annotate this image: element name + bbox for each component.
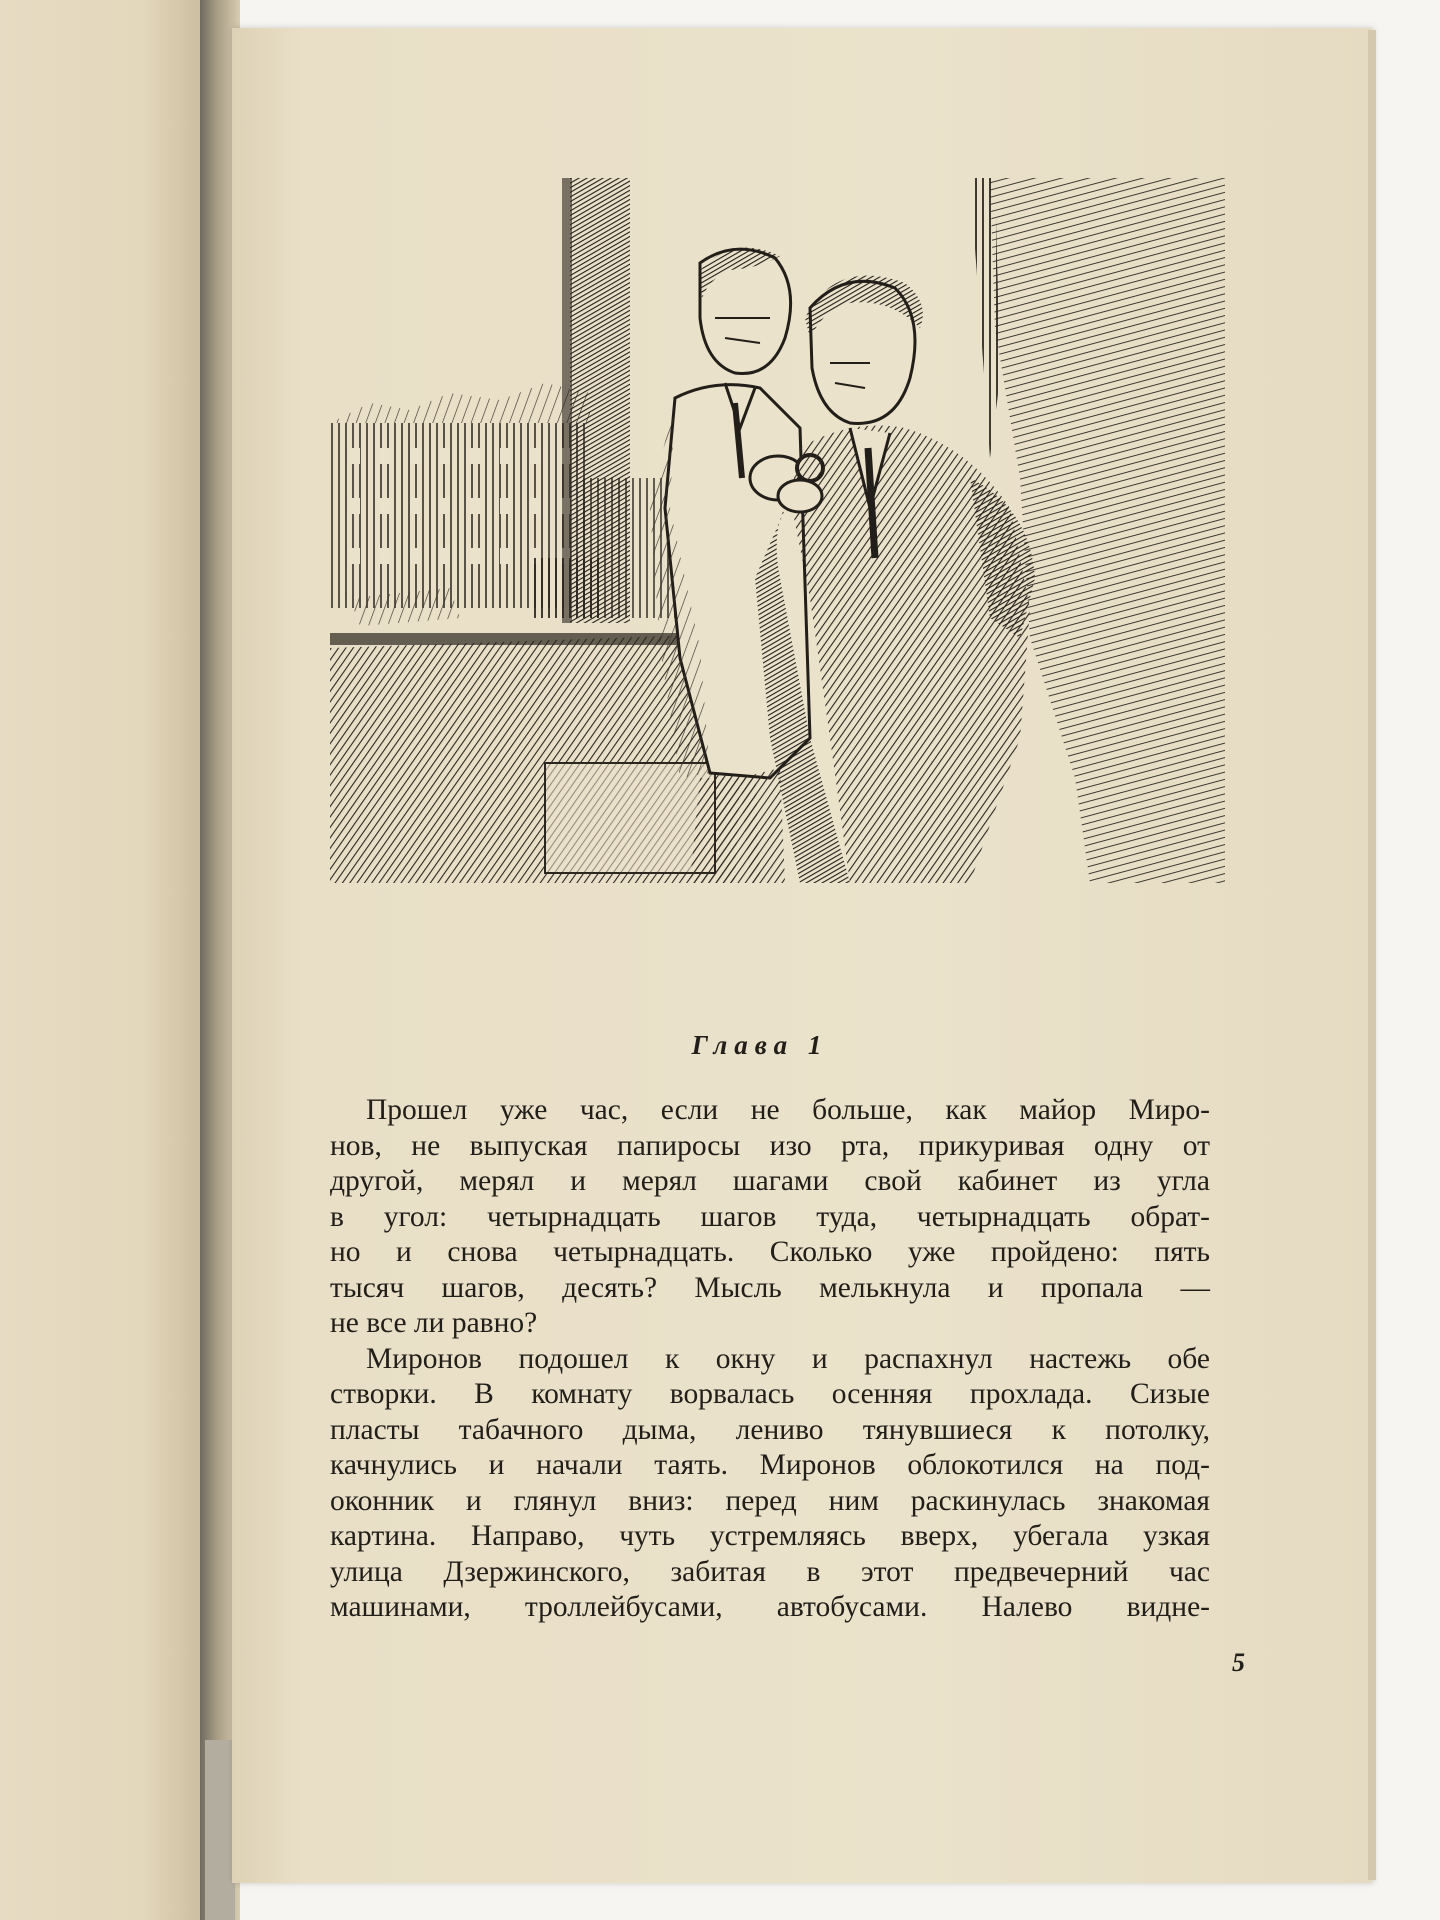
text-line: другой, мерял и мерял шагами свой кабинет из угла [330, 1165, 1210, 1197]
text-line: качнулись и начали таять. Миронов облокотился на под- [330, 1449, 1210, 1481]
text-line: улица Дзержинского, забитая в этот предвечерний час [330, 1555, 1210, 1588]
text-line: оконник и глянул вниз: перед ним раскинулась знакомая [330, 1484, 1210, 1517]
text-line: створки. В комнату ворвалась осенняя прохлада. Сизые [330, 1378, 1210, 1410]
text-line: пласты табачного дыма, лениво тянувшиеся к потолку, [330, 1413, 1210, 1446]
chapter-body-text [330, 1093, 1210, 1626]
window-post [570, 178, 630, 623]
text-line: машинами, троллейбусами, автобусами. Налево видне- [330, 1591, 1210, 1623]
page-edge [1368, 30, 1376, 1880]
text-line: но и снова четырнадцать. Сколько уже пройдено: пять [330, 1236, 1210, 1268]
text-line: нов, не выпуская папиросы изо рта, прикуривая одну от [330, 1129, 1210, 1162]
text-line: тысяч шагов, десять? Мысль мелькнула и пропала — [330, 1271, 1210, 1304]
text-line: не все ли равно? [330, 1307, 538, 1339]
book-spine [205, 1740, 235, 1920]
page-number: 5 [1232, 1648, 1245, 1677]
text-line: в угол: четырнадцать шагов туда, четырнадцать обрат- [330, 1200, 1210, 1233]
chapter-heading: Глава 1 [691, 1030, 829, 1060]
text-line: картина. Направо, чуть устремляясь вверх, убегала узкая [330, 1520, 1210, 1552]
left-page [0, 0, 205, 1920]
text-line: Прошел уже час, если не больше, как майор Миро- [366, 1094, 1210, 1126]
chapter-illustration [330, 178, 1225, 883]
text-line: Миронов подошел к окну и распахнул настежь обе [366, 1342, 1210, 1375]
